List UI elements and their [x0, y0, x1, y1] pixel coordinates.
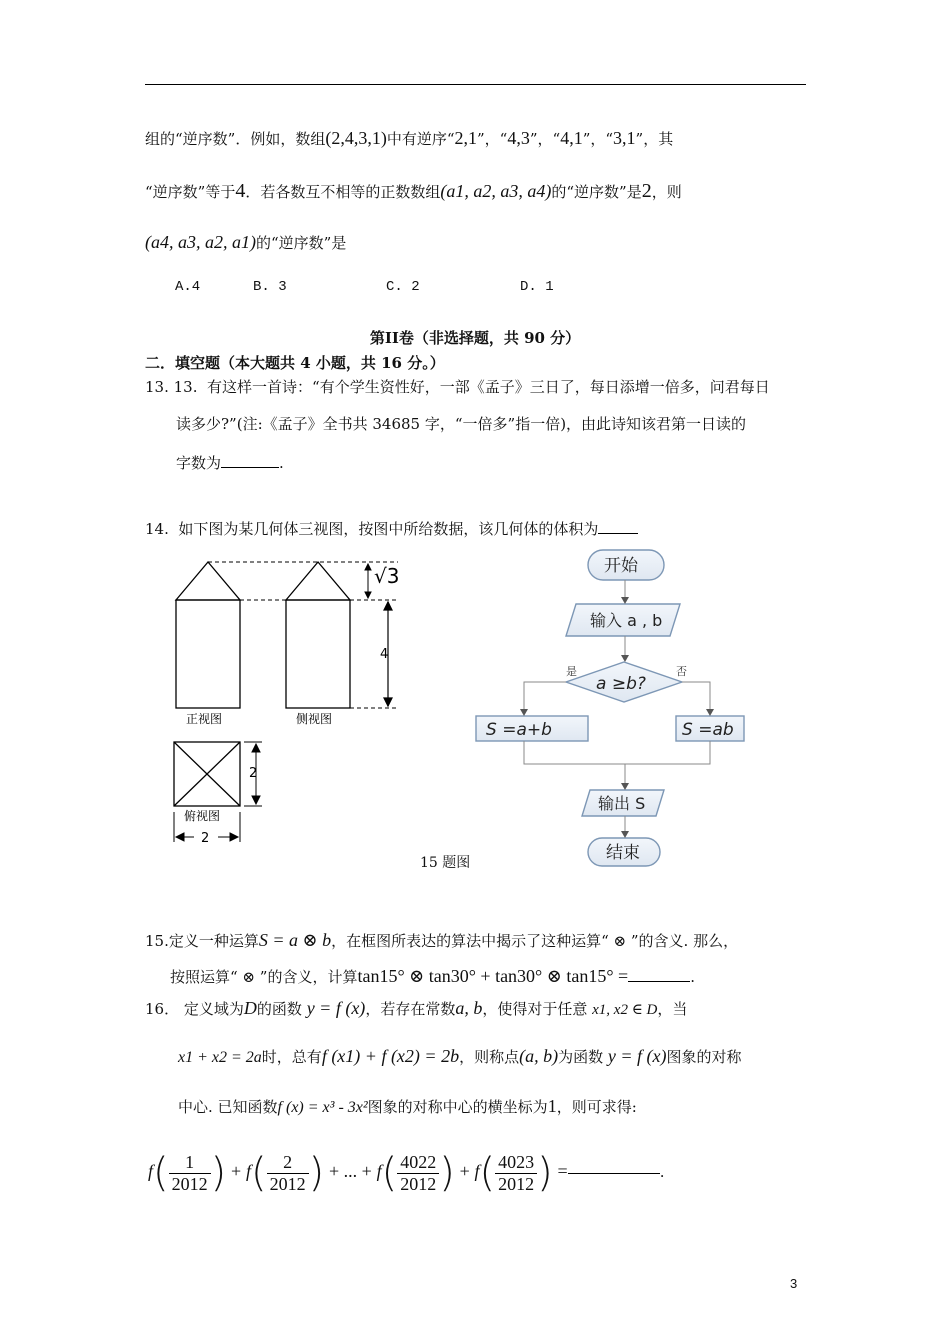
fraction-4: $\frac{4023}{2012}$: [495, 1152, 537, 1195]
front-view: [176, 562, 240, 708]
sqrt3-dimension: [365, 564, 371, 598]
q16-line1: 16． 定义域为D的函数 y = f (x)，若存在常数a, b，使得对于任意 x1, x2 ∈ D，当: [145, 998, 688, 1018]
q12-line2: “逆序数”等于4．若各数互不相等的正数数组(a1, a2, a3, a4)的“逆序数”是2，则: [145, 180, 682, 202]
header-rule: [145, 84, 806, 85]
q12-line3: (a4, a3, a2, a1)的“逆序数”是: [145, 232, 347, 252]
start-label: 开始: [604, 556, 638, 576]
top-width-label: 2: [201, 831, 210, 846]
sqrt3-label: √3: [374, 564, 400, 588]
q13-answer-blank[interactable]: [221, 467, 279, 468]
side-view-label: 侧视图: [296, 712, 333, 726]
no-label: 否: [676, 665, 687, 678]
condition-label: a ≥b?: [596, 674, 646, 694]
top-depth-label: 2: [249, 766, 258, 781]
fraction-3: $\frac{4022}{2012}$: [397, 1152, 439, 1195]
choice-b: B. 3: [253, 279, 287, 295]
input-label: 输入 a , b: [590, 611, 663, 630]
part2-title: 第II卷（非选择题，共 90 分）: [369, 329, 581, 347]
q15-answer-blank[interactable]: [628, 981, 690, 982]
yes-label: 是: [566, 665, 577, 678]
page-number: 3: [790, 1276, 798, 1291]
sum-label: S =a+b: [486, 720, 552, 740]
q15-line2: 按照运算“ ⊗ ”的含义，计算tan15° ⊗ tan30° + tan30° ⊗ tan15° = .: [170, 966, 695, 986]
height-label: 4: [380, 647, 389, 662]
choice-c: C. 2: [386, 279, 420, 295]
top-view-label: 俯视图: [184, 809, 221, 823]
choice-a: A.4: [175, 279, 201, 295]
top-view: [174, 742, 240, 806]
q13-line3: 字数为 .: [176, 454, 284, 472]
figure-caption: 15 题图: [420, 855, 471, 871]
q14-line: 14. 如下图为某几何体三视图，按图中所给数据，该几何体的体积为: [145, 518, 638, 539]
fraction-2: $\frac{2}{2012}$: [267, 1152, 309, 1195]
q12-line1: 组的“逆序数”．例如，数组(2,4,3,1)中有逆序“2,1”，“4,3”，“4,1”，“3,1”，其: [145, 128, 674, 148]
q16-line3: 中心. 已知函数f (x) = x³ - 3x²图象的对称中心的横坐标为1，则可求得:: [178, 1096, 637, 1116]
q13-line1: 13. 13. 有这样一首诗：“有个学生资性好，一部《孟子》三日了，每日添增一倍多，问君每日: [145, 378, 770, 396]
three-view-figure: [160, 550, 420, 850]
front-view-label: 正视图: [186, 712, 223, 726]
choice-d: D. 1: [520, 279, 554, 295]
flowchart: [470, 544, 770, 874]
output-label: 输出 S: [598, 794, 646, 813]
q15-line1: 15.定义一种运算S = a ⊗ b，在框图所表达的算法中揭示了这种运算“ ⊗ ”的含义. 那么，: [145, 930, 739, 950]
product-label: S =ab: [682, 720, 734, 740]
fraction-1: $\frac{1}{2012}$: [169, 1152, 211, 1195]
q16-line2: x1 + x2 = 2a时，总有f (x1) + f (x2) = 2b，则称点(a, b)为函数 y = f (x)图象的对称: [178, 1046, 742, 1066]
q16-answer-blank[interactable]: [568, 1173, 660, 1174]
q14-answer-blank[interactable]: [598, 533, 638, 534]
side-view: [286, 562, 350, 708]
end-label: 结束: [606, 843, 640, 863]
dashed-guides: [208, 562, 398, 708]
section-title: 二．填空题（本大题共 4 小题，共 16 分。）: [145, 354, 445, 372]
q13-line2: 读多少?”(注:《孟子》全书共 34685 字，“一倍多”指一倍)，由此诗知该君第一日读的: [176, 415, 747, 433]
top-width-dimension: [174, 742, 262, 842]
sum-expression: f( $\frac{1}{2012}$ ) + f( $\frac{2}{2012}$ ) + ... + f( $\frac{4022}{2012}$ ) + f( $\frac{4023}{2012}$ ) = .: [148, 1150, 665, 1196]
